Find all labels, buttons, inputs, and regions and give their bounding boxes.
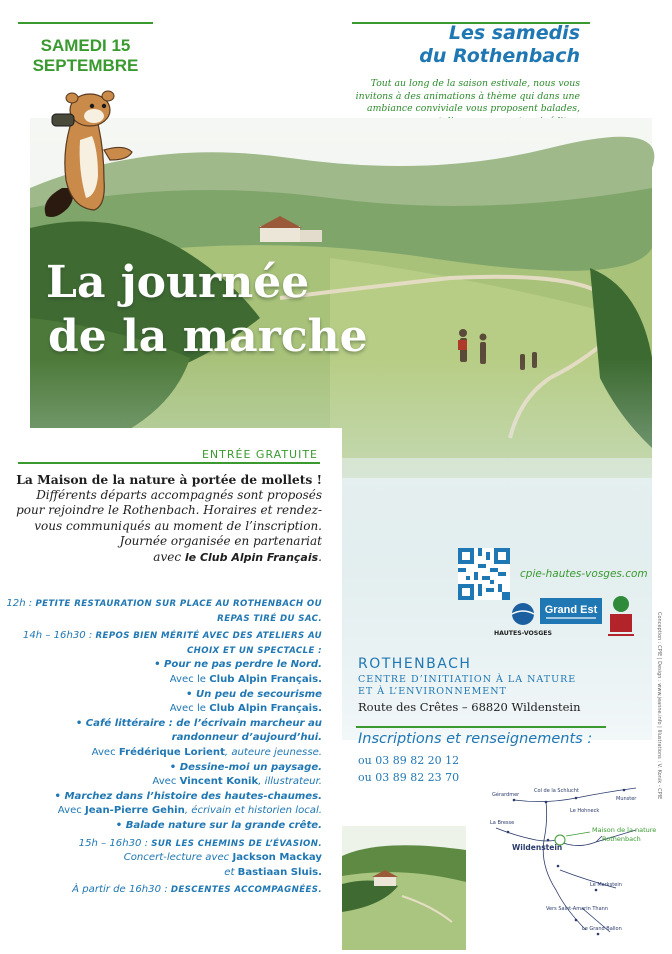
time-label: 14h – 16h30 : — [22, 630, 93, 642]
map-label: Vers Saint-Amarin Thann — [546, 906, 608, 912]
program-item-workshops — [6, 629, 322, 658]
time-label: 15h – 16h30 : — [78, 837, 149, 849]
registration-title: Inscriptions et renseignements : — [358, 731, 593, 747]
program — [6, 597, 322, 898]
host-role: , auteure jeunesse. — [224, 746, 322, 758]
grand-est-logo — [540, 598, 602, 624]
intro-partner: le Club Alpin Français — [184, 550, 319, 564]
venue-subtitle-line2: ET À L’ENVIRONNEMENT — [358, 685, 507, 697]
date-rule — [18, 22, 153, 24]
program-text: DESCENTES ACCOMPAGNÉES. — [170, 885, 322, 896]
location-map — [486, 770, 657, 940]
phone-1[interactable]: ou 03 89 82 20 12 — [358, 754, 460, 767]
series-title-line1: Les samedis — [448, 22, 580, 44]
intro-text — [10, 472, 322, 566]
workshop-host — [6, 702, 322, 717]
workshop-title: • Dessine-moi un paysage. — [169, 761, 322, 773]
performer-name: Bastiaan Sluis. — [237, 866, 322, 878]
free-entry: ENTRÉE GRATUITE — [201, 448, 318, 461]
workshop-title: • Un peu de secourisme — [186, 688, 322, 700]
host-name: Club Alpin Français. — [209, 703, 322, 715]
ermine-mascot — [32, 80, 142, 220]
qr-code[interactable] — [458, 548, 510, 600]
map-label-rothenbach: Rothenbach — [602, 835, 641, 843]
intro-lead: La Maison de la nature à portée de mollets ! — [16, 472, 322, 487]
map-label-maison: Maison de la nature — [592, 826, 657, 834]
host-name: Vincent Konik — [179, 776, 259, 788]
regional-park-logo — [604, 594, 638, 638]
website-link[interactable]: cpie-hautes-vosges.com — [520, 568, 648, 580]
program-text: SUR LES CHEMINS DE L’ÉVASION. — [151, 838, 322, 849]
performer-name: Jackson Mackay — [232, 852, 322, 864]
map-label: Le Markstein — [590, 882, 622, 888]
event-date — [18, 36, 153, 76]
headline-line2: de la marche — [48, 311, 368, 362]
date-month: SEPTEMBRE — [32, 56, 139, 75]
entry-rule — [18, 462, 320, 464]
headline-line1: La journée — [46, 257, 310, 308]
time-label: 12h : — [6, 598, 33, 609]
phone-2[interactable]: ou 03 89 82 23 70 — [358, 771, 460, 784]
concert-line2 — [6, 866, 322, 881]
venue-subtitle — [358, 674, 638, 697]
workshop-host — [6, 775, 322, 790]
intro-body-text: Différents départs accompagnés sont proposés pour rejoindre le Rothenbach. Horaires et rendez-vous communiqués au moment de l’inscription. Journée organisée en partenariat — [16, 487, 322, 549]
host-prefix: Avec le — [169, 673, 206, 685]
venue-name: ROTHENBACH — [358, 656, 472, 672]
credits-text: Conception : CPIE | Design : www.jeanne.info | Illustrations : V. Konik - CPIE — [656, 612, 662, 800]
concert-line — [6, 851, 322, 866]
map-label: Le Hohneck — [570, 808, 600, 814]
workshop-title: • Balade nature sur la grande crête. — [115, 819, 322, 831]
credits — [654, 612, 664, 812]
time-label: À partir de 16h30 : — [72, 884, 168, 896]
grand-est-text: Grand Est — [544, 604, 598, 616]
map-label-wildenstein: Wildenstein — [512, 843, 563, 852]
program-item-lunch — [6, 597, 322, 626]
series-title — [352, 22, 580, 68]
host-prefix: Avec — [152, 776, 177, 788]
series-description: Tout au long de la saison estivale, nous vous invitons à des animations à thème qui dans une ambiance conviviale vous proposent balades, — [355, 78, 580, 114]
map-label: Munster — [616, 796, 637, 802]
map-label: Gérardmer — [492, 792, 520, 798]
program-item-descent — [6, 883, 322, 898]
series-title-line2: du Rothenbach — [419, 45, 580, 67]
concert-prefix: Concert-lecture avec — [123, 852, 230, 864]
address-rule — [356, 726, 606, 728]
headline — [46, 256, 426, 364]
house-illustration — [342, 826, 466, 950]
workshop-host — [6, 673, 322, 688]
program-item-concert — [6, 837, 322, 852]
map-label: Col de la Schlucht — [534, 788, 579, 794]
registration-phones — [358, 752, 459, 786]
host-role: , écrivain et historien local. — [184, 805, 322, 817]
intro-with: avec — [153, 549, 182, 564]
hautes-vosges-text: HAUTES-VOSGES — [494, 630, 552, 637]
workshop-host — [6, 746, 322, 761]
venue-subtitle-line1: CENTRE D’INITIATION À LA NATURE — [358, 674, 577, 685]
program-text: PETITE RESTAURATION SUR PLACE AU ROTHENBACH OU REPAS TIRÉ DU SAC. — [35, 599, 322, 624]
host-prefix: Avec le — [169, 703, 206, 715]
date-day: SAMEDI 15 — [40, 36, 131, 55]
host-prefix: Avec — [57, 805, 82, 817]
intro-body — [10, 488, 322, 566]
workshop-host — [6, 804, 322, 819]
program-text: REPOS BIEN MÉRITÉ AVEC DES ATELIERS AU CHOIX ET UN SPECTACLE : — [95, 631, 322, 656]
map-label: Le Grand Ballon — [582, 926, 622, 932]
host-name: Jean-Pierre Gehin — [85, 805, 185, 817]
workshop-title: • Pour ne pas perdre le Nord. — [154, 659, 322, 671]
host-name: Frédérique Lorient — [118, 746, 225, 758]
host-prefix: Avec — [91, 746, 116, 758]
venue-address: Route des Crêtes – 68820 Wildenstein — [358, 700, 581, 714]
intro-end: . — [318, 549, 322, 564]
workshop-title: • Café littéraire : de l’écrivain marcheur au randonneur d’aujourd’hui. — [75, 717, 322, 744]
concert-and: et — [224, 866, 235, 878]
map-label: La Bresse — [490, 820, 515, 826]
host-role: , illustrateur. — [258, 776, 322, 788]
workshop-title: • Marchez dans l’histoire des hautes-chaumes. — [54, 790, 322, 802]
host-name: Club Alpin Français. — [209, 673, 322, 685]
